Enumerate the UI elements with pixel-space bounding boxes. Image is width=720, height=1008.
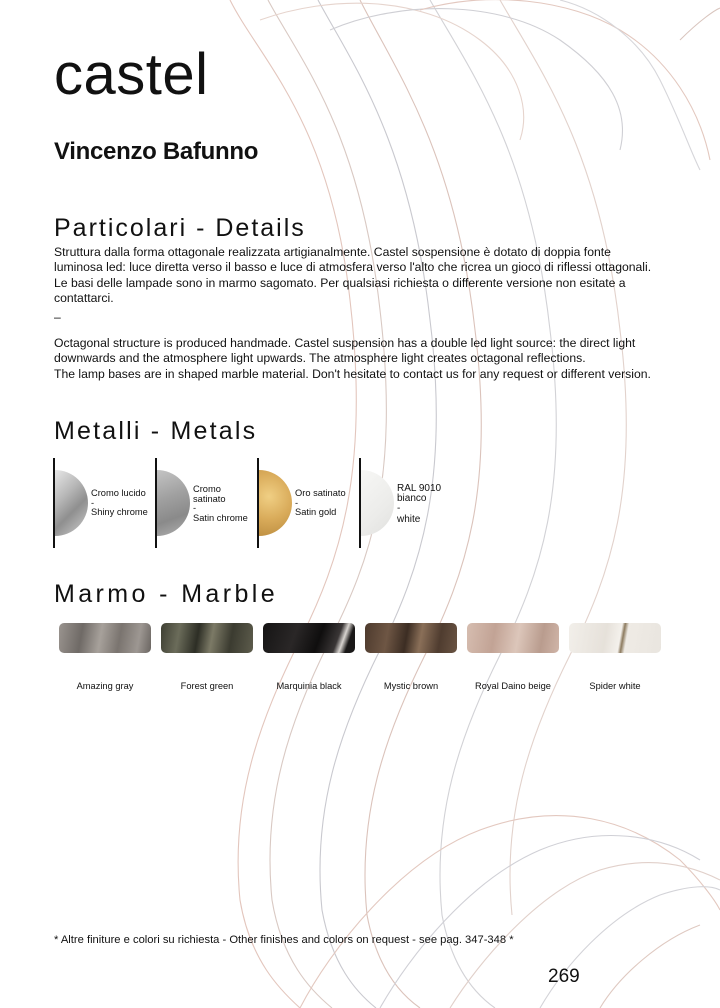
metal-label-line: bianco xyxy=(397,493,427,505)
metal-label-line: Cromo xyxy=(193,484,221,494)
marble-label: Royal Daino beige xyxy=(475,681,551,691)
marble-label: Spider white xyxy=(589,681,641,691)
metal-label-line: white xyxy=(397,513,421,525)
details-heading: Particolari - Details xyxy=(54,214,306,242)
marble-label: Forest green xyxy=(180,681,234,691)
metal-label xyxy=(91,489,148,518)
metal-label-line: Oro satinato xyxy=(295,488,346,498)
metal-label-line: Cromo lucido xyxy=(91,488,146,498)
metal-swatch xyxy=(361,470,394,536)
details-italian-text xyxy=(54,245,674,307)
metal-swatch xyxy=(55,470,88,536)
marble-heading: Marmo - Marble xyxy=(54,580,279,608)
metal-label-line: - xyxy=(295,497,299,508)
metals-heading: Metalli - Metals xyxy=(54,417,258,445)
metal-swatch xyxy=(157,470,190,536)
marble-swatch-marquinia-black xyxy=(263,623,355,653)
metal-label-line: satinato xyxy=(193,493,226,504)
page-number: 269 xyxy=(548,966,580,987)
metal-label-line: - xyxy=(193,503,197,514)
marble-swatch-forest-green xyxy=(161,623,253,653)
italian-line: contattarci. xyxy=(54,291,114,306)
metal-label-line: Satin gold xyxy=(295,507,337,518)
marble-label: Marquinia black xyxy=(276,681,342,691)
metal-label xyxy=(397,484,441,525)
metal-label-line: Satin chrome xyxy=(193,512,248,523)
footnote: * Altre finiture e colori su richiesta - Other finishes and colors on request - see pag. 347-348 * xyxy=(54,934,514,946)
marble-swatch-mystic-brown xyxy=(365,623,457,653)
italian-line: luminosa led: luce diretta verso il basso e luce di atmosfera verso l'alto che ricrea un gioco di riflessi ottagonali. xyxy=(54,260,652,275)
metal-label-line: RAL 9010 xyxy=(397,483,442,494)
metal-label-line: - xyxy=(91,497,95,508)
marble-swatch-royal-daino-beige xyxy=(467,623,559,653)
details-separator: – xyxy=(54,310,61,324)
marble-swatch-amazing-gray xyxy=(59,623,151,653)
metal-label-line: Shiny chrome xyxy=(91,507,148,518)
metal-label xyxy=(295,489,346,518)
marble-label: Mystic brown xyxy=(383,681,439,691)
english-line: Octagonal structure is produced handmade. Castel suspension has a double led light source: the direct light xyxy=(54,336,636,350)
italian-line: Struttura dalla forma ottagonale realizzata artigianalmente. Castel sospensione è dotato di doppia fonte xyxy=(54,245,611,259)
english-line: downwards and the atmosphere light upwards. The atmosphere light creates octagonal reflections. xyxy=(54,351,586,366)
metal-label-line: - xyxy=(397,503,401,515)
details-english-text xyxy=(54,336,674,382)
english-line: The lamp bases are in shaped marble material. Don't hesitate to contact us for any request or different version. xyxy=(54,366,651,381)
marble-label: Amazing gray xyxy=(76,681,134,691)
marble-swatch-spider-white xyxy=(569,623,661,653)
designer-name: Vincenzo Bafunno xyxy=(54,138,259,165)
italian-line: Le basi delle lampade sono in marmo sagomato. Per qualsiasi richiesta o differente versione non esitate a xyxy=(54,275,626,290)
metal-label xyxy=(193,485,248,523)
metal-swatch xyxy=(259,470,292,536)
product-title: castel xyxy=(54,42,209,107)
